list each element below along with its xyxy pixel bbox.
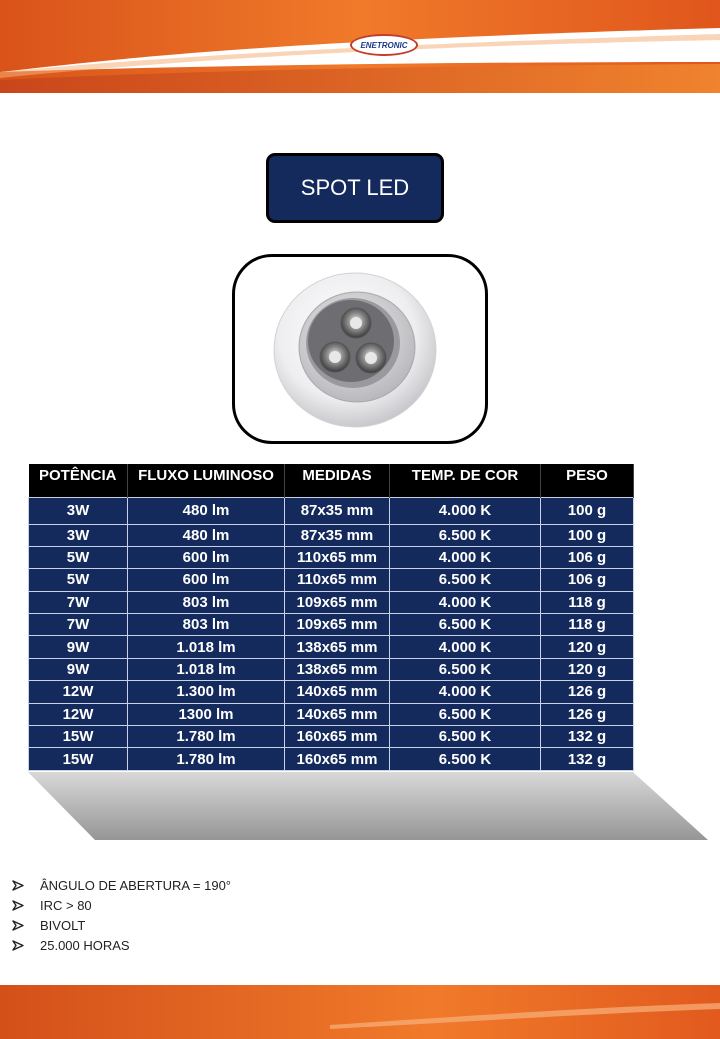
header-temp-de-cor: TEMP. DE COR bbox=[390, 464, 541, 497]
list-item bbox=[12, 915, 231, 935]
footer-wave-graphic bbox=[0, 985, 720, 1039]
cell-temp: 6.500 K bbox=[390, 569, 541, 591]
cell-temp: 6.500 K bbox=[390, 703, 541, 725]
table-row bbox=[29, 681, 634, 703]
cell-fluxo: 803 lm bbox=[128, 614, 285, 636]
cell-medidas: 160x65 mm bbox=[285, 726, 390, 748]
table-row bbox=[29, 497, 634, 524]
cell-potencia: 5W bbox=[29, 546, 128, 568]
cell-peso: 126 g bbox=[541, 703, 634, 725]
cell-fluxo: 480 lm bbox=[128, 497, 285, 524]
brand-logo bbox=[350, 34, 418, 56]
cell-fluxo: 1.300 lm bbox=[128, 681, 285, 703]
table-row bbox=[29, 636, 634, 658]
cell-potencia: 3W bbox=[29, 497, 128, 524]
cell-medidas: 138x65 mm bbox=[285, 658, 390, 680]
table-reflection-shadow bbox=[0, 770, 720, 845]
cell-temp: 4.000 K bbox=[390, 591, 541, 613]
cell-temp: 4.000 K bbox=[390, 681, 541, 703]
table-row bbox=[29, 546, 634, 568]
cell-potencia: 9W bbox=[29, 636, 128, 658]
header-banner bbox=[0, 0, 720, 93]
cell-potencia: 3W bbox=[29, 524, 128, 546]
arrow-bullet-icon bbox=[12, 880, 40, 891]
cell-fluxo: 1.018 lm bbox=[128, 658, 285, 680]
list-item bbox=[12, 895, 231, 915]
cell-temp: 4.000 K bbox=[390, 497, 541, 524]
table-row bbox=[29, 658, 634, 680]
brand-logo-text: ENETRONIC bbox=[360, 40, 408, 50]
feature-text: ÂNGULO DE ABERTURA = 190° bbox=[40, 877, 232, 893]
feature-text: BIVOLT bbox=[40, 917, 86, 933]
cell-medidas: 160x65 mm bbox=[285, 748, 390, 770]
cell-fluxo: 1300 lm bbox=[128, 703, 285, 725]
header-peso: PESO bbox=[541, 464, 634, 497]
spot-led-fixture-icon bbox=[235, 257, 485, 441]
cell-peso: 106 g bbox=[541, 569, 634, 591]
feature-text: IRC > 80 bbox=[40, 897, 92, 913]
cell-fluxo: 1.780 lm bbox=[128, 726, 285, 748]
cell-fluxo: 480 lm bbox=[128, 524, 285, 546]
cell-fluxo: 600 lm bbox=[128, 546, 285, 568]
spec-table bbox=[28, 464, 634, 771]
list-item bbox=[12, 935, 231, 955]
table-row bbox=[29, 614, 634, 636]
table-row bbox=[29, 569, 634, 591]
arrow-bullet-icon bbox=[12, 900, 40, 911]
cell-temp: 6.500 K bbox=[390, 614, 541, 636]
cell-peso: 120 g bbox=[541, 658, 634, 680]
cell-potencia: 5W bbox=[29, 569, 128, 591]
cell-potencia: 12W bbox=[29, 703, 128, 725]
title-box bbox=[266, 153, 444, 223]
cell-potencia: 15W bbox=[29, 748, 128, 770]
cell-medidas: 138x65 mm bbox=[285, 636, 390, 658]
cell-peso: 100 g bbox=[541, 497, 634, 524]
arrow-bullet-icon bbox=[12, 940, 40, 951]
cell-peso: 132 g bbox=[541, 748, 634, 770]
cell-peso: 126 g bbox=[541, 681, 634, 703]
cell-peso: 132 g bbox=[541, 726, 634, 748]
table-row bbox=[29, 591, 634, 613]
cell-peso: 118 g bbox=[541, 591, 634, 613]
cell-peso: 100 g bbox=[541, 524, 634, 546]
footer-banner bbox=[0, 985, 720, 1039]
cell-temp: 6.500 K bbox=[390, 726, 541, 748]
cell-potencia: 12W bbox=[29, 681, 128, 703]
cell-temp: 4.000 K bbox=[390, 636, 541, 658]
list-item bbox=[12, 875, 231, 895]
cell-peso: 118 g bbox=[541, 614, 634, 636]
product-image-frame bbox=[232, 254, 488, 444]
table-row bbox=[29, 726, 634, 748]
cell-fluxo: 803 lm bbox=[128, 591, 285, 613]
header-fluxo-luminoso: FLUXO LUMINOSO bbox=[128, 464, 285, 497]
cell-medidas: 109x65 mm bbox=[285, 591, 390, 613]
table-row bbox=[29, 748, 634, 770]
cell-potencia: 7W bbox=[29, 591, 128, 613]
cell-medidas: 110x65 mm bbox=[285, 546, 390, 568]
cell-peso: 120 g bbox=[541, 636, 634, 658]
cell-temp: 4.000 K bbox=[390, 546, 541, 568]
header-potencia: POTÊNCIA bbox=[29, 464, 128, 497]
cell-medidas: 87x35 mm bbox=[285, 497, 390, 524]
page-title: SPOT LED bbox=[300, 175, 410, 200]
cell-fluxo: 1.018 lm bbox=[128, 636, 285, 658]
table-row bbox=[29, 524, 634, 546]
cell-potencia: 9W bbox=[29, 658, 128, 680]
cell-medidas: 140x65 mm bbox=[285, 681, 390, 703]
header-medidas: MEDIDAS bbox=[285, 464, 390, 497]
feature-text: 25.000 HORAS bbox=[40, 937, 130, 953]
features-list bbox=[12, 875, 231, 955]
cell-medidas: 109x65 mm bbox=[285, 614, 390, 636]
cell-temp: 6.500 K bbox=[390, 658, 541, 680]
cell-temp: 6.500 K bbox=[390, 524, 541, 546]
arrow-bullet-icon bbox=[12, 920, 40, 931]
cell-medidas: 110x65 mm bbox=[285, 569, 390, 591]
cell-medidas: 87x35 mm bbox=[285, 524, 390, 546]
cell-fluxo: 600 lm bbox=[128, 569, 285, 591]
cell-fluxo: 1.780 lm bbox=[128, 748, 285, 770]
cell-potencia: 15W bbox=[29, 726, 128, 748]
cell-temp: 6.500 K bbox=[390, 748, 541, 770]
cell-medidas: 140x65 mm bbox=[285, 703, 390, 725]
cell-peso: 106 g bbox=[541, 546, 634, 568]
table-row bbox=[29, 703, 634, 725]
cell-potencia: 7W bbox=[29, 614, 128, 636]
table-header-row bbox=[29, 464, 634, 497]
